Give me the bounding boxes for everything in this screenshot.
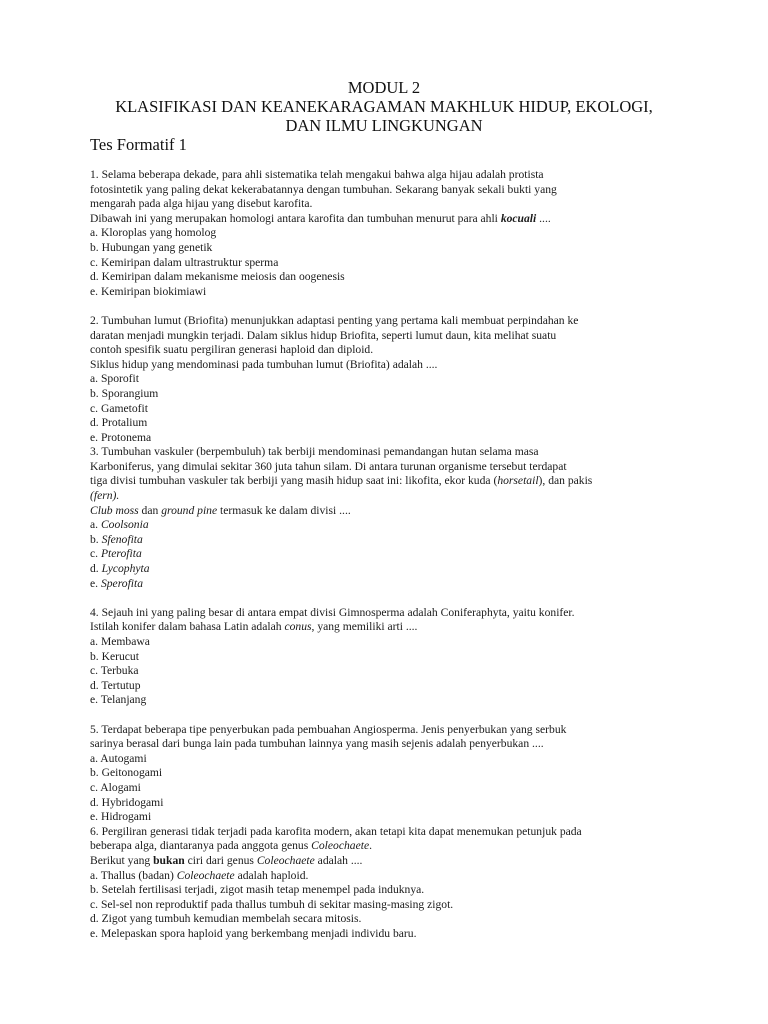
text-span: ciri dari genus — [184, 853, 257, 867]
prompt-text: Dibawah ini yang merupakan homologi antara karofita dan tumbuhan menurut para ahli — [90, 211, 501, 225]
question-3 — [90, 445, 690, 591]
option-a: a. Sporofit — [90, 372, 139, 386]
question-text — [90, 839, 690, 854]
text-span: ), dan pakis — [538, 474, 593, 488]
option-c: c. Alogami — [90, 780, 141, 794]
option-letter: b. — [90, 532, 102, 546]
option-e: e. Kemiripan biokimiawi — [90, 284, 207, 298]
text-span: termasuk ke dalam divisi .... — [217, 503, 351, 517]
option-b: b. Sporangium — [90, 386, 159, 400]
question-text: daratan menjadi mungkin terjadi. Dalam siklus hidup Briofita, seperti lumut daun, kita melihat suatu — [90, 328, 557, 342]
option-a: a. Kloroplas yang homolog — [90, 226, 217, 240]
italic-term: conus — [284, 620, 312, 634]
option-c: c. Terbuka — [90, 664, 139, 678]
question-text: Karboniferus, yang dimulai sekitar 360 juta tahun silam. Di antara turunan organisme tersebut terdapat — [90, 459, 567, 473]
emphasis-word: kocuali — [500, 211, 537, 225]
option-b: b. Kerucut — [90, 649, 139, 663]
section-subtitle: Tes Formatif 1 — [90, 135, 187, 154]
option-d: d. Protalium — [90, 416, 148, 430]
question-4 — [90, 606, 690, 708]
option-b: b. Geitonogami — [90, 766, 163, 780]
option-a — [90, 518, 690, 533]
option-e: e. Melepaskan spora haploid yang berkembang menjadi individu baru. — [90, 926, 417, 940]
emphasis-word: bukan — [153, 853, 185, 867]
question-text: mengarah pada alga hijau yang disebut karofita. — [90, 197, 313, 211]
text-span: , yang memiliki arti .... — [311, 620, 418, 634]
option-text: adalah haploid. — [234, 868, 309, 882]
option-a: a. Autogami — [90, 751, 147, 765]
italic-term: ground pine — [161, 503, 218, 517]
option-text: Pterofita — [100, 547, 142, 561]
question-prompt — [90, 504, 690, 519]
text-span: dan — [138, 503, 162, 517]
option-a: a. Membawa — [90, 635, 150, 648]
option-e — [90, 577, 690, 592]
question-text: 1. Selama beberapa dekade, para ahli sistematika telah mengakui bahwa alga hijau adalah protista — [90, 168, 544, 181]
module-title-line-1: KLASIFIKASI DAN KEANEKARAGAMAN MAKHLUK HIDUP, EKOLOGI, — [115, 97, 653, 116]
question-prompt: sarinya berasal dari bunga lain pada tumbuhan lainnya yang masih sejenis adalah penyerbukan .... — [90, 737, 544, 751]
text-span: . — [369, 839, 373, 853]
question-6 — [90, 825, 690, 942]
option-c: c. Kemiripan dalam ultrastruktur sperma — [90, 255, 279, 269]
question-text: 4. Sejauh ini yang paling besar di antara empat divisi Gimnosperma adalah Coniferaphyta, yaitu konifer. — [90, 605, 575, 619]
spacer — [90, 299, 690, 314]
option-d: d. Kemiripan dalam mekanisme meiosis dan oogenesis — [90, 270, 345, 284]
module-title-line-2: DAN ILMU LINGKUNGAN — [285, 116, 483, 135]
option-c — [90, 547, 690, 562]
question-prompt — [90, 854, 690, 869]
option-letter: e. — [90, 576, 101, 590]
question-prompt — [90, 212, 690, 227]
option-e: e. Hidrogami — [90, 810, 152, 824]
option-d: d. Hybridogami — [90, 795, 164, 809]
option-letter: c. — [90, 547, 101, 561]
question-text: 2. Tumbuhan lumut (Briofita) menunjukkan adaptasi penting yang pertama kali membuat perpindahan ke — [90, 313, 579, 327]
option-letter: a. — [90, 518, 101, 532]
italic-term: Coleochaete — [311, 839, 370, 853]
text-span: adalah .... — [314, 853, 363, 867]
question-text: fotosintetik yang paling dekat kekerabatannya dengan tumbuhan. Sekarang banyak sekali bukti yang — [90, 182, 557, 196]
text-span: Berikut yang — [90, 853, 154, 867]
option-b: b. Hubungan yang genetik — [90, 240, 213, 254]
text-span: beberapa alga, diantaranya pada anggota genus — [90, 839, 312, 853]
option-text: a. Thallus (badan) — [90, 868, 177, 882]
option-d: d. Tertutup — [90, 678, 141, 692]
question-text — [90, 474, 690, 489]
italic-term: Coleochaete — [176, 868, 235, 882]
question-prompt — [90, 620, 690, 635]
italic-term: Club moss — [90, 503, 139, 517]
module-number: MODUL 2 — [347, 78, 421, 97]
prompt-ellipsis: .... — [536, 211, 551, 225]
question-5 — [90, 723, 690, 825]
question-list — [90, 168, 690, 941]
option-d: d. Zigot yang tumbuh kemudian membelah secara mitosis. — [90, 912, 362, 926]
option-c: c. Gametofit — [90, 401, 148, 415]
question-text: contoh spesifik suatu pergiliran generasi haploid dan diploid. — [90, 343, 374, 357]
option-c: c. Sel-sel non reproduktif pada thallus tumbuh di sekitar masing-masing zigot. — [90, 897, 454, 911]
option-e: e. Protonema — [90, 430, 152, 444]
question-1 — [90, 168, 690, 299]
option-text: Sfenofita — [101, 532, 143, 546]
question-text: 6. Pergiliran generasi tidak terjadi pada karofita modern, akan tetapi kita dapat menemukan petunjuk pada — [90, 824, 582, 838]
question-text: 3. Tumbuhan vaskuler (berpembuluh) tak berbiji mendominasi pemandangan hutan selama masa — [90, 445, 539, 459]
italic-term: horsetail — [497, 474, 539, 488]
option-b: b. Setelah fertilisasi terjadi, zigot masih tetap menempel pada induknya. — [90, 883, 425, 897]
text-span: Istilah konifer dalam bahasa Latin adalah — [90, 620, 285, 634]
question-2 — [90, 314, 690, 445]
option-text: Sperofita — [100, 576, 144, 590]
spacer — [90, 591, 690, 606]
option-d — [90, 562, 690, 577]
question-prompt: Siklus hidup yang mendominasi pada tumbuhan lumut (Briofita) adalah .... — [90, 357, 438, 371]
question-text — [90, 489, 690, 504]
option-text: Coolsonia — [100, 518, 149, 532]
option-a — [90, 869, 690, 884]
option-text: Lycophyta — [101, 562, 150, 576]
text-span: tiga divisi tumbuhan vaskuler tak berbiji yang masih hidup saat ini: likofita, ekor kuda ( — [90, 474, 498, 488]
spacer — [90, 708, 690, 723]
option-b — [90, 533, 690, 548]
question-text: 5. Terdapat beberapa tipe penyerbukan pada pembuahan Angiosperma. Jenis penyerbukan yang serbuk — [90, 722, 567, 736]
option-letter: d. — [90, 562, 102, 576]
option-e: e. Telanjang — [90, 693, 147, 707]
italic-term: Coleochaete — [256, 853, 315, 867]
italic-term: (fern). — [90, 489, 120, 503]
